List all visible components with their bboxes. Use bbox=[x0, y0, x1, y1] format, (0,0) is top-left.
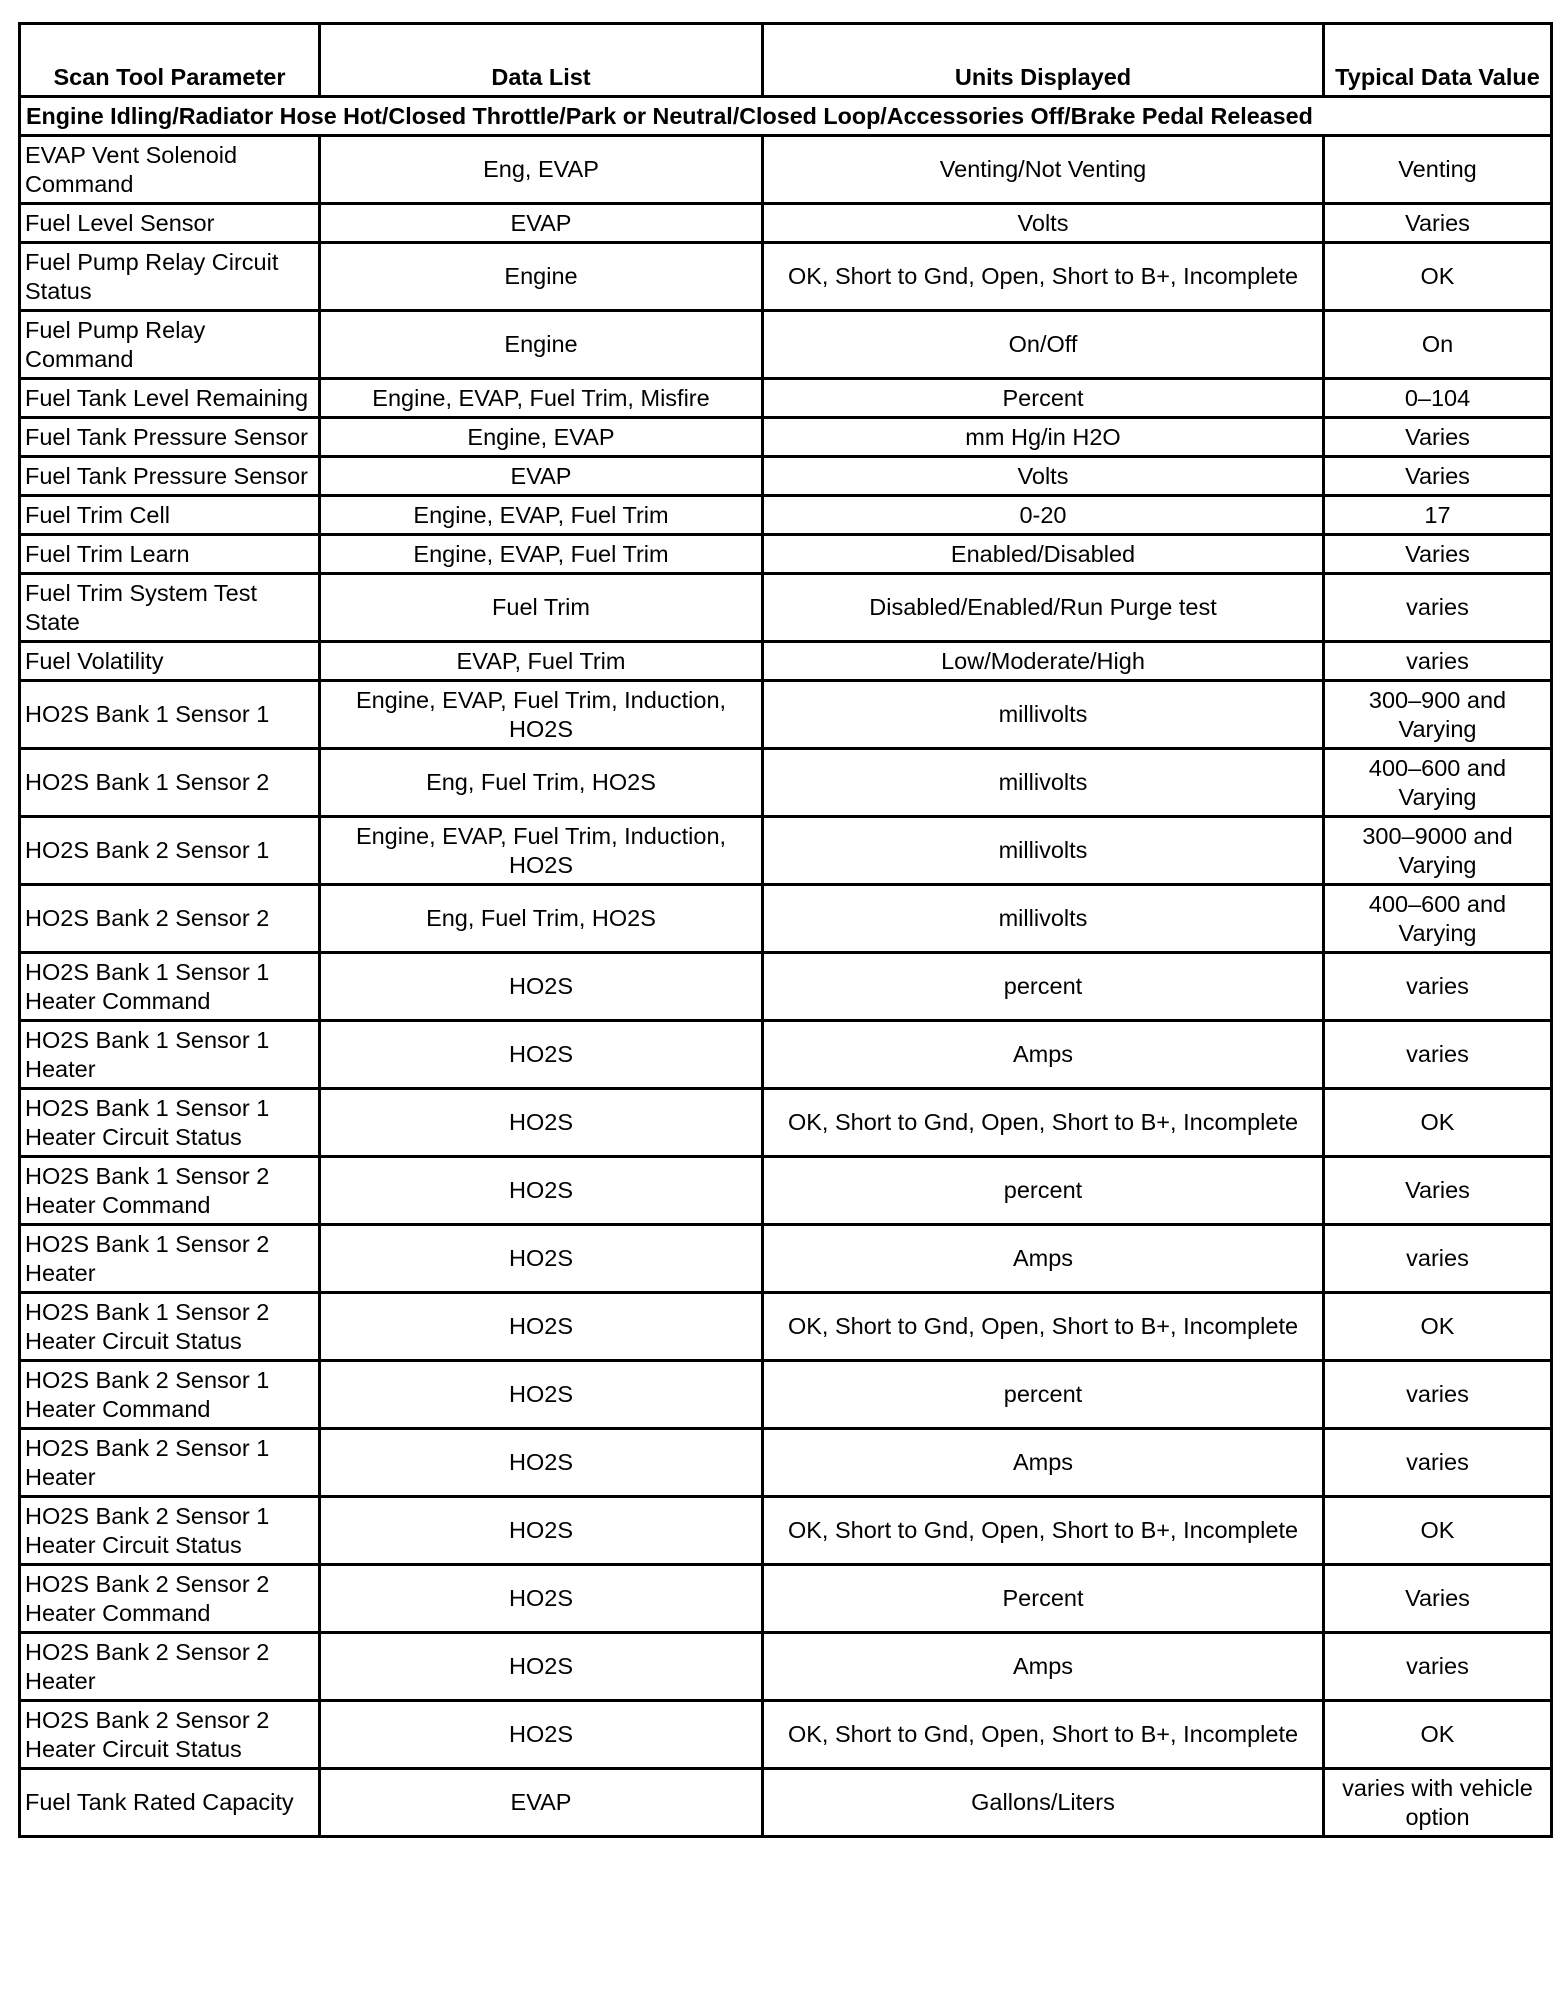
table-row bbox=[20, 418, 1552, 457]
cell-units-displayed: millivolts bbox=[763, 885, 1324, 953]
table-row bbox=[20, 457, 1552, 496]
table-row bbox=[20, 1225, 1552, 1293]
cell-units-displayed: OK, Short to Gnd, Open, Short to B+, Incomplete bbox=[763, 243, 1324, 311]
cell-scan-tool-parameter: HO2S Bank 2 Sensor 1 Heater Circuit Status bbox=[20, 1497, 320, 1565]
cell-units-displayed: Volts bbox=[763, 204, 1324, 243]
cell-typical-data-value: Varies bbox=[1324, 535, 1552, 574]
cell-typical-data-value: varies with vehicle option bbox=[1324, 1769, 1552, 1837]
table-row bbox=[20, 379, 1552, 418]
table-row bbox=[20, 817, 1552, 885]
cell-data-list: HO2S bbox=[320, 1225, 763, 1293]
cell-scan-tool-parameter: HO2S Bank 1 Sensor 1 Heater Circuit Status bbox=[20, 1089, 320, 1157]
cell-units-displayed: OK, Short to Gnd, Open, Short to B+, Incomplete bbox=[763, 1293, 1324, 1361]
cell-typical-data-value: Varies bbox=[1324, 418, 1552, 457]
cell-units-displayed: Venting/Not Venting bbox=[763, 136, 1324, 204]
cell-scan-tool-parameter: HO2S Bank 2 Sensor 2 Heater Command bbox=[20, 1565, 320, 1633]
cell-units-displayed: Percent bbox=[763, 379, 1324, 418]
cell-data-list: Engine bbox=[320, 311, 763, 379]
cell-units-displayed: millivolts bbox=[763, 681, 1324, 749]
cell-data-list: HO2S bbox=[320, 953, 763, 1021]
cell-scan-tool-parameter: HO2S Bank 2 Sensor 2 Heater bbox=[20, 1633, 320, 1701]
cell-units-displayed: OK, Short to Gnd, Open, Short to B+, Incomplete bbox=[763, 1497, 1324, 1565]
cell-data-list: HO2S bbox=[320, 1497, 763, 1565]
cell-typical-data-value: varies bbox=[1324, 1633, 1552, 1701]
cell-typical-data-value: 300–9000 and Varying bbox=[1324, 817, 1552, 885]
cell-typical-data-value: OK bbox=[1324, 1293, 1552, 1361]
cell-units-displayed: millivolts bbox=[763, 749, 1324, 817]
table-row bbox=[20, 136, 1552, 204]
cell-typical-data-value: OK bbox=[1324, 1089, 1552, 1157]
cell-scan-tool-parameter: Fuel Level Sensor bbox=[20, 204, 320, 243]
cell-data-list: Fuel Trim bbox=[320, 574, 763, 642]
cell-scan-tool-parameter: HO2S Bank 1 Sensor 2 bbox=[20, 749, 320, 817]
cell-data-list: Engine bbox=[320, 243, 763, 311]
cell-scan-tool-parameter: Fuel Volatility bbox=[20, 642, 320, 681]
cell-data-list: Engine, EVAP, Fuel Trim bbox=[320, 535, 763, 574]
cell-units-displayed: On/Off bbox=[763, 311, 1324, 379]
table-row bbox=[20, 243, 1552, 311]
cell-units-displayed: 0-20 bbox=[763, 496, 1324, 535]
cell-scan-tool-parameter: Fuel Tank Rated Capacity bbox=[20, 1769, 320, 1837]
cell-units-displayed: Disabled/Enabled/Run Purge test bbox=[763, 574, 1324, 642]
cell-typical-data-value: OK bbox=[1324, 1497, 1552, 1565]
cell-units-displayed: Gallons/Liters bbox=[763, 1769, 1324, 1837]
table-header bbox=[20, 24, 1552, 97]
table-row bbox=[20, 204, 1552, 243]
cell-typical-data-value: 0–104 bbox=[1324, 379, 1552, 418]
cell-units-displayed: Volts bbox=[763, 457, 1324, 496]
header-units-displayed: Units Displayed bbox=[763, 24, 1324, 97]
cell-scan-tool-parameter: EVAP Vent Solenoid Command bbox=[20, 136, 320, 204]
cell-scan-tool-parameter: HO2S Bank 2 Sensor 2 bbox=[20, 885, 320, 953]
cell-typical-data-value: OK bbox=[1324, 1701, 1552, 1769]
header-typical-data-value: Typical Data Value bbox=[1324, 24, 1552, 97]
table-row bbox=[20, 496, 1552, 535]
table-row bbox=[20, 1497, 1552, 1565]
cell-units-displayed: mm Hg/in H2O bbox=[763, 418, 1324, 457]
cell-typical-data-value: On bbox=[1324, 311, 1552, 379]
table-row bbox=[20, 1429, 1552, 1497]
cell-typical-data-value: Varies bbox=[1324, 1565, 1552, 1633]
table-row bbox=[20, 574, 1552, 642]
cell-units-displayed: Low/Moderate/High bbox=[763, 642, 1324, 681]
cell-data-list: HO2S bbox=[320, 1565, 763, 1633]
cell-data-list: Engine, EVAP, Fuel Trim bbox=[320, 496, 763, 535]
cell-data-list: Engine, EVAP, Fuel Trim, Induction, HO2S bbox=[320, 681, 763, 749]
cell-data-list: HO2S bbox=[320, 1293, 763, 1361]
cell-scan-tool-parameter: HO2S Bank 1 Sensor 2 Heater Circuit Status bbox=[20, 1293, 320, 1361]
cell-typical-data-value: Varies bbox=[1324, 1157, 1552, 1225]
table-row bbox=[20, 749, 1552, 817]
table-row bbox=[20, 535, 1552, 574]
table-row bbox=[20, 1701, 1552, 1769]
cell-typical-data-value: 17 bbox=[1324, 496, 1552, 535]
cell-scan-tool-parameter: Fuel Tank Pressure Sensor bbox=[20, 457, 320, 496]
table-body bbox=[20, 97, 1552, 1837]
cell-data-list: HO2S bbox=[320, 1429, 763, 1497]
cell-scan-tool-parameter: HO2S Bank 2 Sensor 1 Heater bbox=[20, 1429, 320, 1497]
cell-typical-data-value: varies bbox=[1324, 1225, 1552, 1293]
cell-units-displayed: percent bbox=[763, 953, 1324, 1021]
cell-typical-data-value: 400–600 and Varying bbox=[1324, 749, 1552, 817]
cell-units-displayed: Amps bbox=[763, 1633, 1324, 1701]
cell-scan-tool-parameter: Fuel Tank Level Remaining bbox=[20, 379, 320, 418]
table-row bbox=[20, 1021, 1552, 1089]
table-row bbox=[20, 953, 1552, 1021]
table-row bbox=[20, 311, 1552, 379]
cell-typical-data-value: 400–600 and Varying bbox=[1324, 885, 1552, 953]
cell-data-list: HO2S bbox=[320, 1701, 763, 1769]
cell-typical-data-value: varies bbox=[1324, 1361, 1552, 1429]
cell-typical-data-value: Varies bbox=[1324, 457, 1552, 496]
cell-typical-data-value: varies bbox=[1324, 574, 1552, 642]
cell-typical-data-value: varies bbox=[1324, 1429, 1552, 1497]
section-row bbox=[20, 97, 1552, 136]
section-title: Engine Idling/Radiator Hose Hot/Closed Throttle/Park or Neutral/Closed Loop/Accessories Off/Brake Pedal Released bbox=[20, 97, 1552, 136]
cell-units-displayed: Amps bbox=[763, 1429, 1324, 1497]
cell-scan-tool-parameter: Fuel Trim Learn bbox=[20, 535, 320, 574]
cell-data-list: Eng, Fuel Trim, HO2S bbox=[320, 749, 763, 817]
cell-typical-data-value: Varies bbox=[1324, 204, 1552, 243]
cell-data-list: HO2S bbox=[320, 1633, 763, 1701]
cell-scan-tool-parameter: HO2S Bank 1 Sensor 1 Heater Command bbox=[20, 953, 320, 1021]
cell-units-displayed: Amps bbox=[763, 1225, 1324, 1293]
cell-units-displayed: Percent bbox=[763, 1565, 1324, 1633]
cell-data-list: HO2S bbox=[320, 1021, 763, 1089]
cell-typical-data-value: varies bbox=[1324, 642, 1552, 681]
cell-scan-tool-parameter: HO2S Bank 1 Sensor 1 Heater bbox=[20, 1021, 320, 1089]
cell-units-displayed: Amps bbox=[763, 1021, 1324, 1089]
table-row bbox=[20, 1565, 1552, 1633]
cell-units-displayed: OK, Short to Gnd, Open, Short to B+, Incomplete bbox=[763, 1089, 1324, 1157]
cell-scan-tool-parameter: Fuel Trim System Test State bbox=[20, 574, 320, 642]
cell-data-list: HO2S bbox=[320, 1361, 763, 1429]
header-row bbox=[20, 24, 1552, 97]
cell-typical-data-value: varies bbox=[1324, 1021, 1552, 1089]
table-row bbox=[20, 1361, 1552, 1429]
cell-typical-data-value: varies bbox=[1324, 953, 1552, 1021]
table-row bbox=[20, 681, 1552, 749]
cell-scan-tool-parameter: HO2S Bank 2 Sensor 1 Heater Command bbox=[20, 1361, 320, 1429]
cell-typical-data-value: Venting bbox=[1324, 136, 1552, 204]
cell-scan-tool-parameter: HO2S Bank 2 Sensor 1 bbox=[20, 817, 320, 885]
cell-typical-data-value: 300–900 and Varying bbox=[1324, 681, 1552, 749]
cell-units-displayed: percent bbox=[763, 1157, 1324, 1225]
header-scan-tool-parameter: Scan Tool Parameter bbox=[20, 24, 320, 97]
cell-units-displayed: percent bbox=[763, 1361, 1324, 1429]
table-row bbox=[20, 885, 1552, 953]
header-data-list: Data List bbox=[320, 24, 763, 97]
table-row bbox=[20, 1089, 1552, 1157]
scan-tool-data-table-container bbox=[18, 22, 1550, 1838]
cell-units-displayed: OK, Short to Gnd, Open, Short to B+, Incomplete bbox=[763, 1701, 1324, 1769]
table-row bbox=[20, 1633, 1552, 1701]
table-row bbox=[20, 1293, 1552, 1361]
cell-scan-tool-parameter: HO2S Bank 1 Sensor 2 Heater bbox=[20, 1225, 320, 1293]
cell-data-list: Eng, Fuel Trim, HO2S bbox=[320, 885, 763, 953]
table-row bbox=[20, 1157, 1552, 1225]
cell-data-list: Eng, EVAP bbox=[320, 136, 763, 204]
cell-scan-tool-parameter: HO2S Bank 2 Sensor 2 Heater Circuit Status bbox=[20, 1701, 320, 1769]
table-row bbox=[20, 1769, 1552, 1837]
cell-data-list: HO2S bbox=[320, 1089, 763, 1157]
cell-data-list: HO2S bbox=[320, 1157, 763, 1225]
scan-tool-data-table bbox=[18, 22, 1553, 1838]
cell-units-displayed: Enabled/Disabled bbox=[763, 535, 1324, 574]
cell-data-list: EVAP bbox=[320, 1769, 763, 1837]
cell-data-list: EVAP bbox=[320, 457, 763, 496]
cell-scan-tool-parameter: HO2S Bank 1 Sensor 2 Heater Command bbox=[20, 1157, 320, 1225]
cell-data-list: Engine, EVAP, Fuel Trim, Misfire bbox=[320, 379, 763, 418]
cell-typical-data-value: OK bbox=[1324, 243, 1552, 311]
cell-data-list: Engine, EVAP, Fuel Trim, Induction, HO2S bbox=[320, 817, 763, 885]
cell-scan-tool-parameter: Fuel Pump Relay Command bbox=[20, 311, 320, 379]
cell-data-list: EVAP, Fuel Trim bbox=[320, 642, 763, 681]
cell-data-list: EVAP bbox=[320, 204, 763, 243]
cell-data-list: Engine, EVAP bbox=[320, 418, 763, 457]
cell-scan-tool-parameter: Fuel Trim Cell bbox=[20, 496, 320, 535]
cell-scan-tool-parameter: HO2S Bank 1 Sensor 1 bbox=[20, 681, 320, 749]
cell-scan-tool-parameter: Fuel Pump Relay Circuit Status bbox=[20, 243, 320, 311]
cell-scan-tool-parameter: Fuel Tank Pressure Sensor bbox=[20, 418, 320, 457]
cell-units-displayed: millivolts bbox=[763, 817, 1324, 885]
table-row bbox=[20, 642, 1552, 681]
